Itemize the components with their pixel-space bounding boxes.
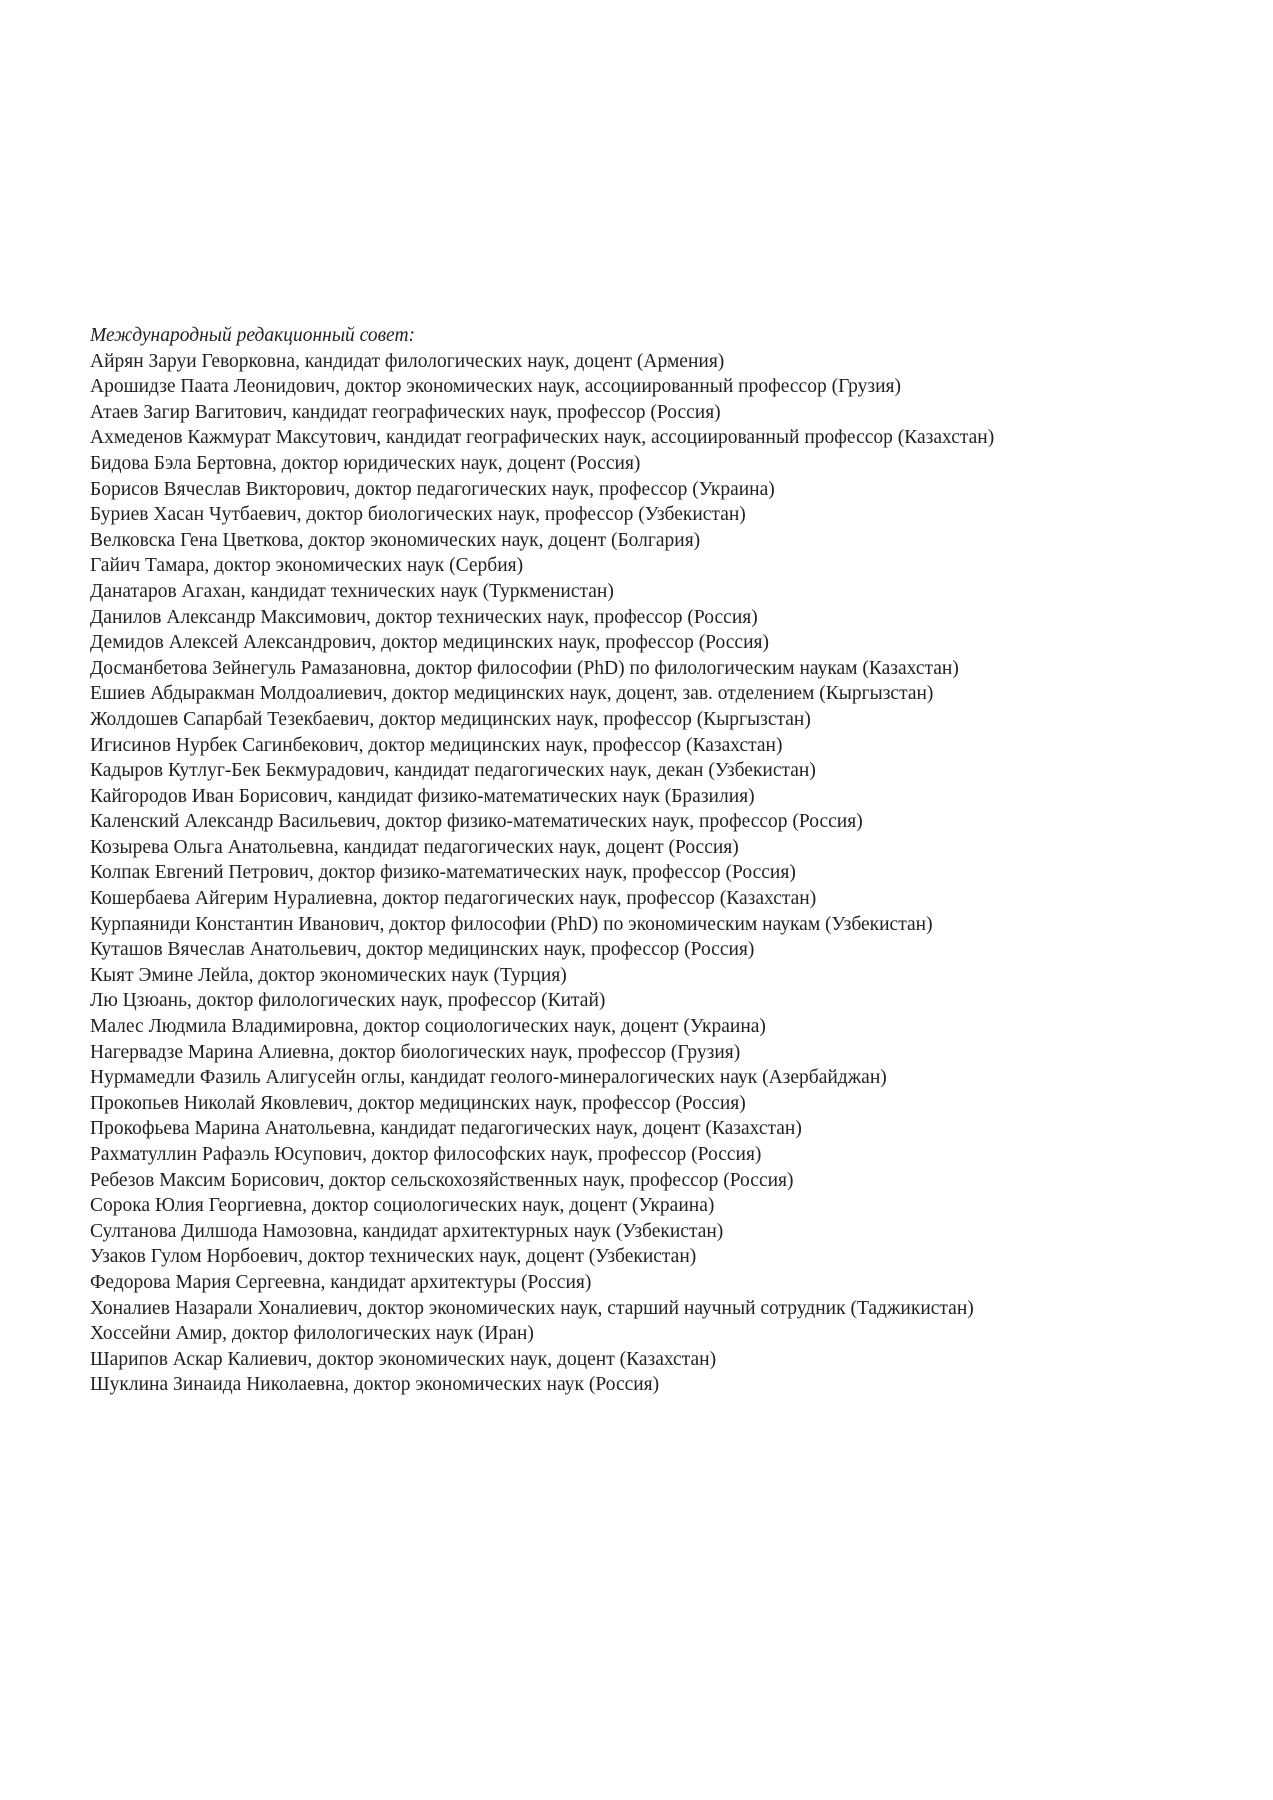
member-entry: Нурмамедли Фазиль Алигусейн оглы, кандидат геолого-минералогических наук (Азербайджан) bbox=[90, 1067, 887, 1089]
member-entry: Лю Цзюань, доктор филологических наук, профессор (Китай) bbox=[90, 990, 606, 1012]
member-entry: Курпаяниди Константин Иванович, доктор философии (PhD) по экономическим наукам (Узбекистан) bbox=[90, 913, 933, 935]
member-entry: Кыят Эмине Лейла, доктор экономических наук (Турция) bbox=[90, 964, 567, 986]
member-entry: Кошербаева Айгерим Нуралиевна, доктор педагогических наук, профессор (Казахстан) bbox=[90, 888, 817, 910]
member-entry: Ахмеденов Кажмурат Максутович, кандидат географических наук, ассоциированный профессор (Казахстан) bbox=[90, 427, 995, 449]
member-entry: Шарипов Аскар Калиевич, доктор экономических наук, доцент (Казахстан) bbox=[90, 1348, 717, 1370]
member-entry: Султанова Дилшода Намозовна, кандидат архитектурных наук (Узбекистан) bbox=[90, 1220, 724, 1242]
member-entry: Узаков Гулом Норбоевич, доктор технических наук, доцент (Узбекистан) bbox=[90, 1246, 697, 1268]
member-entry: Кадыров Кутлуг-Бек Бекмурадович, кандидат педагогических наук, декан (Узбекистан) bbox=[90, 760, 816, 782]
member-entry: Ребезов Максим Борисович, доктор сельскохозяйственных наук, профессор (Россия) bbox=[90, 1169, 794, 1191]
member-entry: Буриев Хасан Чутбаевич, доктор биологических наук, профессор (Узбекистан) bbox=[90, 504, 746, 526]
editorial-board-title: Международный редакционный совет: bbox=[90, 325, 416, 346]
member-entry: Борисов Вячеслав Викторович, доктор педагогических наук, профессор (Украина) bbox=[90, 478, 775, 500]
member-entry: Хоссейни Амир, доктор филологических наук (Иран) bbox=[90, 1323, 534, 1345]
member-entry: Прокофьева Марина Анатольевна, кандидат педагогических наук, доцент (Казахстан) bbox=[90, 1118, 802, 1140]
member-entry: Досманбетова Зейнегуль Рамазановна, доктор философии (PhD) по филологическим наукам (Казахстан) bbox=[90, 657, 959, 679]
member-entry: Арошидзе Паата Леонидович, доктор экономических наук, ассоциированный профессор (Грузия) bbox=[90, 376, 901, 398]
member-entry: Козырева Ольга Анатольевна, кандидат педагогических наук, доцент (Россия) bbox=[90, 836, 739, 858]
member-entry: Велковска Гена Цветкова, доктор экономических наук, доцент (Болгария) bbox=[90, 529, 701, 551]
member-entry: Федорова Мария Сергеевна, кандидат архитектуры (Россия) bbox=[90, 1271, 592, 1293]
member-entry: Рахматуллин Рафаэль Юсупович, доктор философских наук, профессор (Россия) bbox=[90, 1144, 762, 1165]
member-entry: Колпак Евгений Петрович, доктор физико-математических наук, профессор (Россия) bbox=[90, 862, 796, 884]
member-entry: Гайич Тамара, доктор экономических наук (Сербия) bbox=[90, 555, 524, 577]
member-entry: Жолдошев Сапарбай Тезекбаевич, доктор медицинских наук, профессор (Кыргызстан) bbox=[90, 708, 811, 730]
member-entry: Куташов Вячеслав Анатольевич, доктор медицинских наук, профессор (Россия) bbox=[90, 939, 755, 961]
members-list bbox=[90, 349, 994, 1398]
editorial-board bbox=[90, 323, 994, 1398]
member-entry: Кайгородов Иван Борисович, кандидат физико-математических наук (Бразилия) bbox=[90, 785, 755, 807]
member-entry: Нагервадзе Марина Алиевна, доктор биологических наук, профессор (Грузия) bbox=[90, 1041, 741, 1063]
member-entry: Игисинов Нурбек Сагинбекович, доктор медицинских наук, профессор (Казахстан) bbox=[90, 734, 783, 756]
member-entry: Хоналиев Назарали Хоналиевич, доктор экономических наук, старший научный сотрудник (Таджикистан) bbox=[90, 1297, 974, 1319]
member-entry: Сорока Юлия Георгиевна, доктор социологических наук, доцент (Украина) bbox=[90, 1195, 715, 1217]
member-entry: Малес Людмила Владимировна, доктор социологических наук, доцент (Украина) bbox=[90, 1016, 766, 1038]
member-entry: Ешиев Абдыракман Молдоалиевич, доктор медицинских наук, доцент, зав. отделением (Кыргызстан) bbox=[90, 683, 934, 705]
member-entry: Каленский Александр Васильевич, доктор физико-математических наук, профессор (Россия) bbox=[90, 811, 863, 833]
member-entry: Атаев Загир Вагитович, кандидат географических наук, профессор (Россия) bbox=[90, 401, 721, 423]
member-entry: Айрян Заруи Геворковна, кандидат филологических наук, доцент (Армения) bbox=[90, 350, 725, 372]
member-entry: Прокопьев Николай Яковлевич, доктор медицинских наук, профессор (Россия) bbox=[90, 1092, 746, 1114]
member-entry: Шуклина Зинаида Николаевна, доктор экономических наук (Россия) bbox=[90, 1374, 660, 1396]
member-entry: Демидов Алексей Александрович, доктор медицинских наук, профессор (Россия) bbox=[90, 632, 769, 654]
member-entry: Данилов Александр Максимович, доктор технических наук, профессор (Россия) bbox=[90, 606, 758, 628]
member-entry: Бидова Бэла Бертовна, доктор юридических наук, доцент (Россия) bbox=[90, 452, 641, 474]
member-entry: Данатаров Агахан, кандидат технических наук (Туркменистан) bbox=[90, 580, 614, 602]
